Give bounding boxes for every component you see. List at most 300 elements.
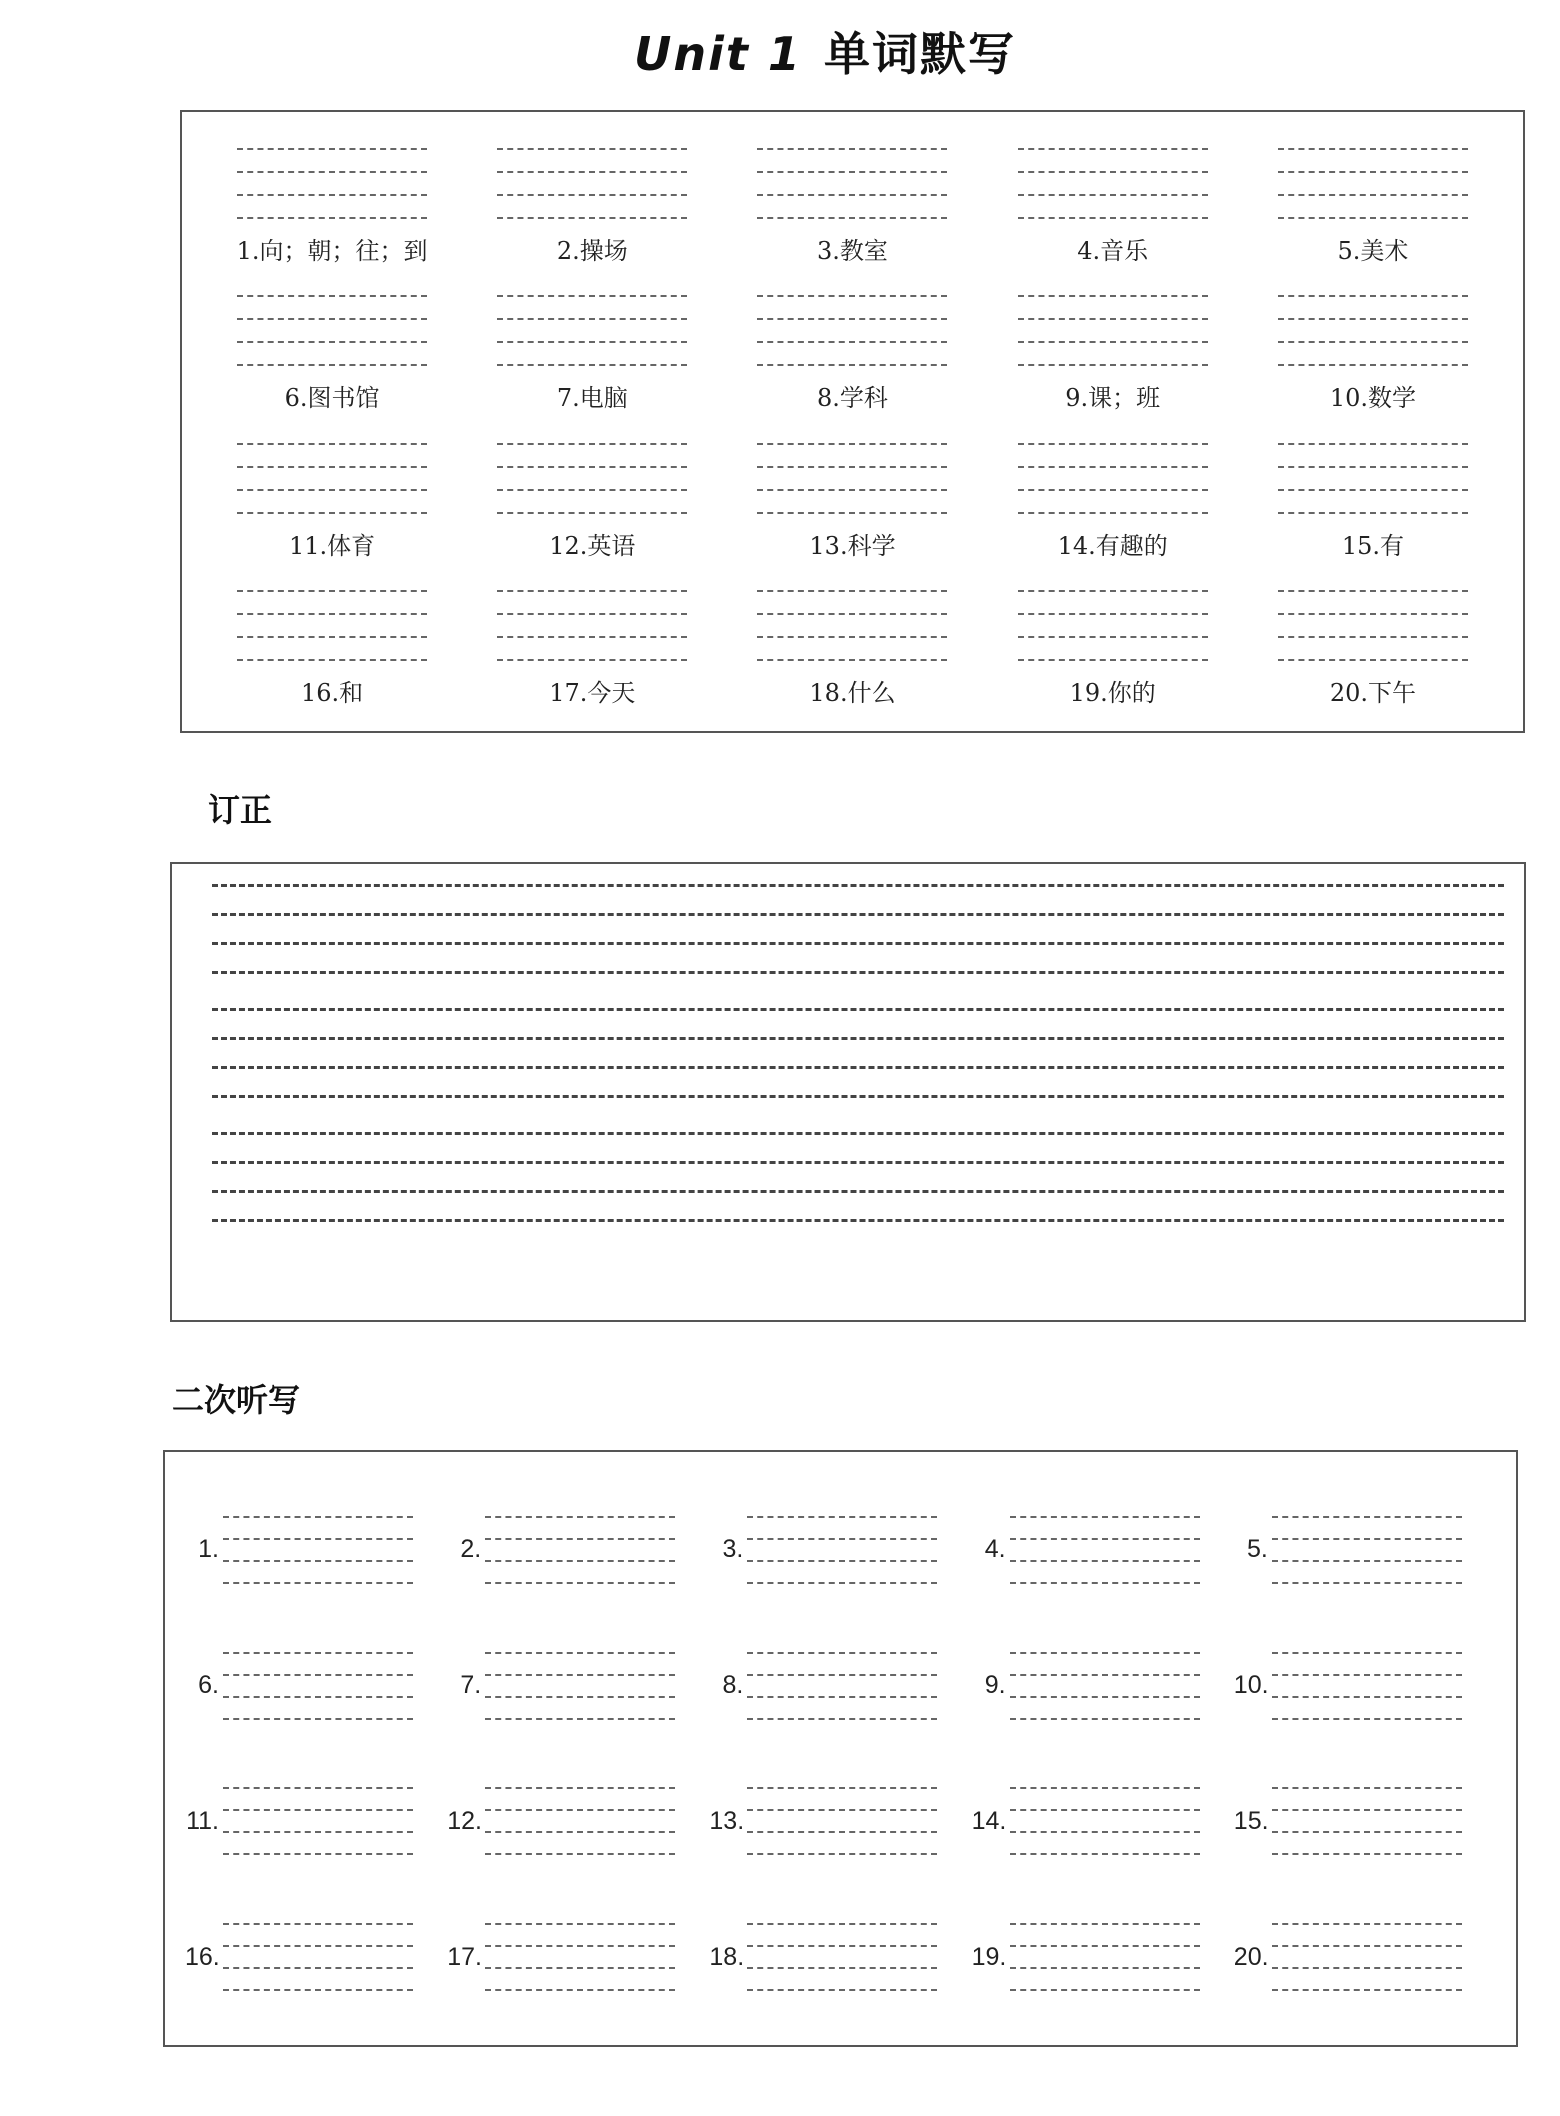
dashed-line [237, 171, 427, 173]
dashed-line [485, 1831, 675, 1833]
dashed-line [747, 1809, 937, 1811]
writing-lines[interactable] [497, 427, 687, 514]
dashed-line [1018, 217, 1208, 219]
dashed-line [1278, 443, 1468, 445]
dictation-item-label: 20.下午 [1329, 678, 1416, 707]
writing-lines[interactable] [223, 1652, 413, 1720]
item-number: 3. [722, 1535, 744, 1564]
dashed-line [485, 1696, 675, 1698]
item-number: 9. [984, 1671, 1006, 1700]
dashed-line [1010, 1967, 1200, 1969]
dictation-grid [202, 132, 1503, 721]
dashed-line [497, 489, 687, 491]
dictation-item-label: 16.和 [301, 678, 364, 707]
item-number: 5. [1246, 1535, 1268, 1564]
dashed-line [485, 1652, 675, 1654]
dictation-item-label: 10.数学 [1329, 384, 1416, 413]
second-dictation-item [709, 1889, 971, 2025]
writing-lines[interactable] [1272, 1787, 1462, 1855]
dashed-line [1278, 613, 1468, 615]
writing-lines[interactable] [1018, 132, 1208, 219]
writing-lines[interactable] [747, 1516, 937, 1584]
correction-line [212, 1132, 1504, 1135]
writing-lines[interactable] [1272, 1923, 1462, 1991]
writing-lines[interactable] [1278, 132, 1468, 219]
dashed-line [747, 1674, 937, 1676]
correction-line [212, 1095, 1504, 1098]
second-dictation-item [185, 1754, 447, 1890]
dictation-box [180, 110, 1525, 733]
dictation-item-label: 7.电脑 [556, 384, 628, 413]
second-dictation-item [709, 1754, 971, 1890]
second-dictation-item [972, 1754, 1234, 1890]
writing-lines[interactable] [485, 1787, 675, 1855]
dashed-line [485, 1923, 675, 1925]
dashed-line [223, 1652, 413, 1654]
second-dictation-item [447, 1618, 709, 1754]
dictation-item-label: 8.学科 [817, 384, 888, 413]
writing-lines[interactable] [485, 1923, 675, 1991]
dashed-line [1018, 636, 1208, 638]
correction-line [212, 971, 1504, 974]
writing-lines[interactable] [757, 132, 947, 219]
correction-lines [212, 884, 1504, 1248]
dictation-item-label: 2.操场 [556, 237, 628, 265]
dashed-line [485, 1538, 675, 1540]
dictation-item-label: 13.科学 [809, 531, 896, 560]
dashed-line [747, 1967, 937, 1969]
dashed-line [223, 1696, 413, 1698]
dashed-line [747, 1516, 937, 1518]
writing-lines[interactable] [1010, 1923, 1200, 1991]
writing-lines[interactable] [747, 1652, 937, 1720]
dashed-line [757, 489, 947, 491]
dashed-line [757, 636, 947, 638]
dashed-line [223, 1516, 413, 1518]
correction-line [212, 1219, 1504, 1222]
dashed-line [1010, 1674, 1200, 1676]
dashed-line [1010, 1696, 1200, 1698]
dashed-line [237, 590, 427, 592]
dashed-line [757, 512, 947, 514]
second-dictation-grid [185, 1482, 1496, 2025]
item-number: 18. [709, 1942, 745, 1971]
dashed-line [1278, 512, 1468, 514]
dashed-line [237, 217, 427, 219]
dashed-line [223, 1582, 413, 1584]
item-number: 17. [447, 1942, 482, 1971]
dashed-line [1010, 1652, 1200, 1654]
dictation-item [722, 279, 982, 426]
dashed-line [485, 1674, 675, 1676]
dashed-line [485, 1560, 675, 1562]
writing-lines[interactable] [497, 132, 687, 219]
dashed-line [237, 318, 427, 320]
correction-line [212, 913, 1504, 916]
dashed-line [223, 1989, 413, 1991]
second-dictation-item [1234, 1754, 1496, 1890]
item-number: 15. [1233, 1806, 1269, 1835]
dictation-item [983, 132, 1243, 279]
dashed-line [1018, 613, 1208, 615]
dashed-line [237, 613, 427, 615]
dashed-line [1278, 341, 1468, 343]
dashed-line [485, 1967, 675, 1969]
dashed-line [497, 590, 687, 592]
dashed-line [1018, 590, 1208, 592]
item-number: 4. [984, 1535, 1006, 1564]
dictation-item-label: 1.向；朝；往；到 [236, 237, 428, 265]
dashed-line [237, 512, 427, 514]
dashed-line [223, 1809, 413, 1811]
dashed-line [747, 1945, 937, 1947]
dictation-item [202, 427, 462, 574]
dashed-line [485, 1718, 675, 1720]
dashed-line [1278, 466, 1468, 468]
dictation-item-label: 17.今天 [549, 678, 636, 707]
dashed-line [757, 194, 947, 196]
dashed-line [1018, 489, 1208, 491]
dashed-line [1272, 1718, 1462, 1720]
dashed-line [1272, 1923, 1462, 1925]
dashed-line [757, 443, 947, 445]
dictation-item-label: 12.英语 [549, 531, 636, 560]
dashed-line [757, 171, 947, 173]
second-dictation-item [447, 1889, 709, 2025]
item-number: 7. [460, 1671, 482, 1700]
dashed-line [485, 1582, 675, 1584]
dashed-line [1018, 659, 1208, 661]
dashed-line [1278, 171, 1468, 173]
writing-lines[interactable] [1278, 574, 1468, 661]
dashed-line [1278, 636, 1468, 638]
dashed-line [237, 194, 427, 196]
dashed-line [1272, 1831, 1462, 1833]
dashed-line [223, 1923, 413, 1925]
dashed-line [237, 659, 427, 661]
writing-lines[interactable] [485, 1652, 675, 1720]
dashed-line [1272, 1516, 1462, 1518]
writing-lines[interactable] [237, 427, 427, 514]
dashed-line [1272, 1945, 1462, 1947]
dashed-line [237, 443, 427, 445]
dashed-line [237, 341, 427, 343]
dictation-item [722, 427, 982, 574]
dashed-line [1278, 318, 1468, 320]
second-dictation-item [447, 1754, 709, 1890]
dashed-line [1018, 295, 1208, 297]
dictation-item-label: 9.课；班 [1065, 384, 1161, 413]
dashed-line [1010, 1923, 1200, 1925]
dashed-line [747, 1696, 937, 1698]
dictation-item-label: 4.音乐 [1077, 237, 1149, 265]
dashed-line [1010, 1560, 1200, 1562]
dashed-line [1018, 148, 1208, 150]
dashed-line [237, 489, 427, 491]
correction-line [212, 1008, 1504, 1011]
writing-lines[interactable] [237, 279, 427, 366]
dashed-line [1272, 1787, 1462, 1789]
dictation-item [1243, 279, 1503, 426]
dashed-line [485, 1945, 675, 1947]
item-number: 13. [709, 1806, 745, 1835]
writing-lines[interactable] [1272, 1516, 1462, 1584]
dashed-line [747, 1989, 937, 1991]
dashed-line [485, 1516, 675, 1518]
writing-lines[interactable] [1278, 427, 1468, 514]
dashed-line [497, 636, 687, 638]
dictation-item-label: 19.你的 [1069, 678, 1156, 707]
dashed-line [223, 1831, 413, 1833]
dictation-item [722, 132, 982, 279]
dictation-item-label: 15.有 [1341, 531, 1404, 560]
dashed-line [747, 1718, 937, 1720]
title-text: 单词默写 [823, 27, 1016, 81]
dictation-item [462, 279, 722, 426]
dashed-line [1018, 341, 1208, 343]
dashed-line [1010, 1718, 1200, 1720]
dictation-item-label: 3.教室 [817, 237, 888, 265]
dashed-line [747, 1538, 937, 1540]
dashed-line [757, 613, 947, 615]
second-dictation-item [185, 1889, 447, 2025]
writing-lines[interactable] [237, 574, 427, 661]
dictation-item [1243, 574, 1503, 721]
dashed-line [1272, 1809, 1462, 1811]
dashed-line [497, 443, 687, 445]
dictation-item-label: 6.图书馆 [284, 384, 380, 413]
second-dictation-item [709, 1482, 971, 1618]
writing-lines[interactable] [1010, 1516, 1200, 1584]
dashed-line [497, 613, 687, 615]
writing-lines[interactable] [1010, 1652, 1200, 1720]
dashed-line [757, 217, 947, 219]
second-dictation-item [972, 1618, 1234, 1754]
dashed-line [1272, 1853, 1462, 1855]
item-number: 6. [198, 1671, 219, 1700]
item-number: 8. [722, 1671, 744, 1700]
dictation-item-label: 11.体育 [289, 531, 376, 560]
dashed-line [757, 364, 947, 366]
dictation-item-label: 5.美术 [1337, 237, 1409, 265]
item-number: 20. [1233, 1942, 1269, 1971]
dashed-line [497, 194, 687, 196]
dashed-line [237, 466, 427, 468]
dashed-line [497, 217, 687, 219]
dashed-line [497, 295, 687, 297]
correction-heading: 订正 [208, 791, 273, 829]
dashed-line [497, 171, 687, 173]
writing-lines[interactable] [1010, 1787, 1200, 1855]
dashed-line [497, 512, 687, 514]
second-dictation-item [972, 1889, 1234, 2025]
dictation-item [722, 574, 982, 721]
writing-lines[interactable] [1278, 279, 1468, 366]
correction-line [212, 1161, 1504, 1164]
dashed-line [1018, 318, 1208, 320]
dictation-item [202, 574, 462, 721]
dashed-line [237, 364, 427, 366]
second-dictation-item [709, 1618, 971, 1754]
dashed-line [497, 659, 687, 661]
dashed-line [1272, 1696, 1462, 1698]
dictation-item [462, 574, 722, 721]
dashed-line [497, 466, 687, 468]
writing-lines[interactable] [1018, 427, 1208, 514]
dashed-line [1010, 1538, 1200, 1540]
dictation-item [1243, 427, 1503, 574]
dashed-line [1010, 1831, 1200, 1833]
dashed-line [757, 318, 947, 320]
dashed-line [1272, 1538, 1462, 1540]
dictation-item [983, 279, 1243, 426]
dashed-line [1272, 1582, 1462, 1584]
writing-lines[interactable] [747, 1787, 937, 1855]
dashed-line [757, 590, 947, 592]
dashed-line [485, 1853, 675, 1855]
writing-lines[interactable] [757, 574, 947, 661]
dashed-line [497, 341, 687, 343]
item-number: 16. [185, 1942, 220, 1971]
dashed-line [757, 341, 947, 343]
dashed-line [1278, 194, 1468, 196]
dashed-line [1010, 1809, 1200, 1811]
dashed-line [1010, 1516, 1200, 1518]
dashed-line [747, 1787, 937, 1789]
second-dictation-heading: 二次听写 [172, 1381, 301, 1419]
dictation-item [462, 427, 722, 574]
item-number: 14. [971, 1806, 1007, 1835]
dashed-line [237, 148, 427, 150]
dashed-line [747, 1652, 937, 1654]
writing-lines[interactable] [485, 1516, 675, 1584]
dictation-item [202, 279, 462, 426]
dictation-item [1243, 132, 1503, 279]
item-number: 12. [447, 1806, 482, 1835]
dashed-line [1018, 466, 1208, 468]
dashed-line [223, 1945, 413, 1947]
dashed-line [223, 1853, 413, 1855]
dashed-line [223, 1538, 413, 1540]
unit-label: Unit 1 [634, 27, 802, 81]
second-dictation-item [1234, 1618, 1496, 1754]
dashed-line [1010, 1787, 1200, 1789]
dashed-line [1278, 590, 1468, 592]
dashed-line [747, 1831, 937, 1833]
dashed-line [1278, 295, 1468, 297]
dashed-line [497, 318, 687, 320]
dashed-line [1278, 659, 1468, 661]
dashed-line [1272, 1989, 1462, 1991]
dictation-item [202, 132, 462, 279]
dictation-item-label: 18.什么 [809, 678, 896, 707]
correction-line [212, 942, 1504, 945]
writing-lines[interactable] [1272, 1652, 1462, 1720]
writing-lines[interactable] [747, 1923, 937, 1991]
second-dictation-item [447, 1482, 709, 1618]
dashed-line [223, 1718, 413, 1720]
dashed-line [1278, 364, 1468, 366]
correction-line [212, 1190, 1504, 1193]
page-title [0, 18, 1560, 84]
dashed-line [1010, 1582, 1200, 1584]
dashed-line [1278, 489, 1468, 491]
dashed-line [223, 1674, 413, 1676]
dashed-line [497, 364, 687, 366]
second-dictation-item [1234, 1482, 1496, 1618]
dashed-line [1018, 443, 1208, 445]
dashed-line [757, 148, 947, 150]
dashed-line [757, 659, 947, 661]
item-number: 19. [971, 1942, 1007, 1971]
correction-line [212, 884, 1504, 887]
dashed-line [1278, 148, 1468, 150]
dashed-line [223, 1967, 413, 1969]
writing-lines[interactable] [497, 574, 687, 661]
writing-lines[interactable] [757, 427, 947, 514]
item-number: 11. [186, 1806, 219, 1835]
dictation-item-label: 14.有趣的 [1057, 531, 1168, 560]
dashed-line [1010, 1989, 1200, 1991]
dashed-line [1278, 217, 1468, 219]
correction-line [212, 1037, 1504, 1040]
dashed-line [237, 636, 427, 638]
writing-lines[interactable] [223, 1787, 413, 1855]
dashed-line [757, 295, 947, 297]
dashed-line [1018, 194, 1208, 196]
item-number: 2. [460, 1535, 482, 1564]
dashed-line [1018, 171, 1208, 173]
dashed-line [485, 1787, 675, 1789]
writing-lines[interactable] [757, 279, 947, 366]
dictation-item [462, 132, 722, 279]
second-dictation-item [972, 1482, 1234, 1618]
item-number: 1. [198, 1535, 219, 1564]
correction-line [212, 1066, 1504, 1069]
second-dictation-box [163, 1450, 1518, 2047]
dashed-line [747, 1560, 937, 1562]
dictation-item [983, 574, 1243, 721]
dashed-line [497, 148, 687, 150]
dashed-line [747, 1923, 937, 1925]
writing-lines[interactable] [497, 279, 687, 366]
dashed-line [747, 1582, 937, 1584]
dashed-line [223, 1787, 413, 1789]
writing-lines[interactable] [1018, 279, 1208, 366]
dashed-line [237, 295, 427, 297]
dashed-line [485, 1989, 675, 1991]
dashed-line [747, 1853, 937, 1855]
dashed-line [485, 1809, 675, 1811]
dashed-line [223, 1560, 413, 1562]
dashed-line [1272, 1652, 1462, 1654]
correction-box[interactable] [170, 862, 1526, 1322]
dashed-line [1018, 364, 1208, 366]
writing-lines[interactable] [223, 1923, 413, 1991]
dashed-line [1010, 1853, 1200, 1855]
dashed-line [1018, 512, 1208, 514]
second-dictation-item [185, 1482, 447, 1618]
item-number: 10. [1233, 1671, 1269, 1700]
writing-lines[interactable] [237, 132, 427, 219]
second-dictation-item [1234, 1889, 1496, 2025]
second-dictation-item [185, 1618, 447, 1754]
dashed-line [1010, 1945, 1200, 1947]
writing-lines[interactable] [223, 1516, 413, 1584]
writing-lines[interactable] [1018, 574, 1208, 661]
dictation-item [983, 427, 1243, 574]
dashed-line [757, 466, 947, 468]
